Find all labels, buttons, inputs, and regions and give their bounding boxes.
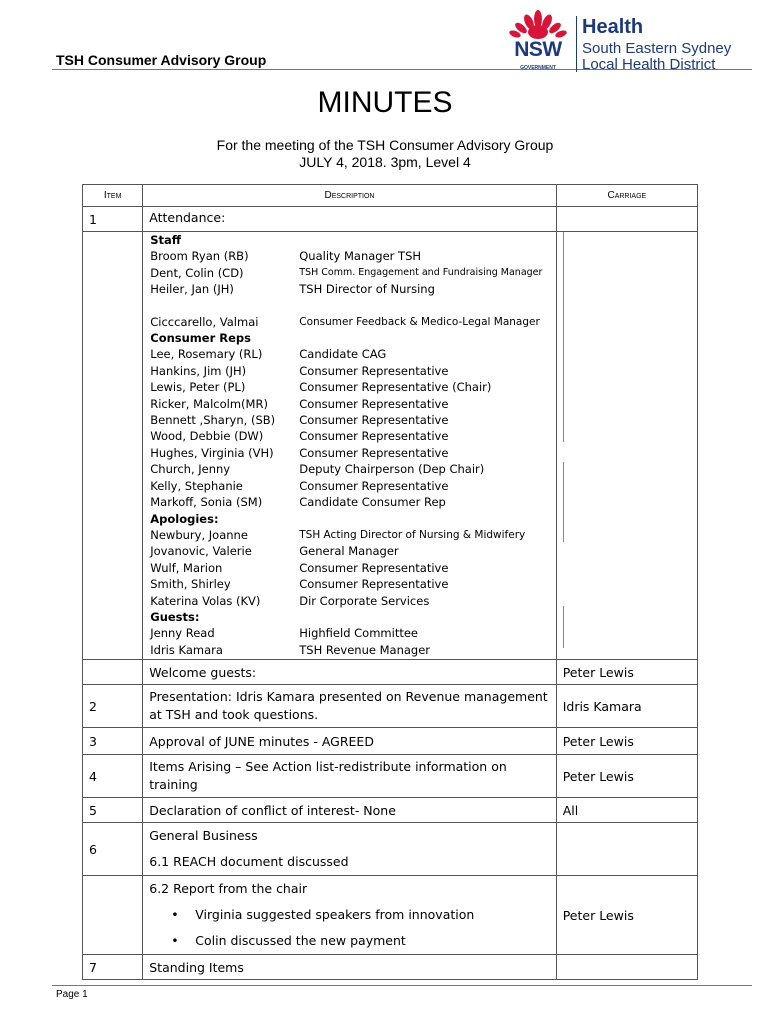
logo-district-line-1: South Eastern Sydney <box>582 40 732 57</box>
attendee-name: Hughes, Virginia (VH) <box>150 445 274 460</box>
footer-divider <box>52 985 752 986</box>
attendance-roster-cell <box>143 232 556 660</box>
attendee-name: Smith, Shirley <box>150 577 231 592</box>
roster-heading-consumer-reps: Consumer Reps <box>150 331 251 346</box>
item-number: 5 <box>83 798 143 823</box>
meeting-date: JULY 4, 2018. 3pm, Level 4 <box>299 154 471 170</box>
meeting-description: For the meeting of the TSH Consumer Advisory Group <box>216 137 554 153</box>
attendee-name: Markoff, Sonia (SM) <box>150 495 263 510</box>
table-row <box>83 876 698 955</box>
table-row <box>83 798 698 823</box>
attendee-name: Cicccarello, Valmai <box>150 314 259 329</box>
row-carriage: All <box>556 798 697 823</box>
attendee-name: Newbury, Joanne <box>150 527 248 542</box>
waratah-icon <box>509 10 567 40</box>
attendee-role: Quality Manager TSH <box>299 249 422 264</box>
attendee-name: Kelly, Stephanie <box>150 478 243 493</box>
attendee-name: Wood, Debbie (DW) <box>150 429 264 444</box>
item-number: 3 <box>83 728 143 755</box>
attendee-role: Consumer Representative <box>299 429 449 444</box>
attendee-name: Heiler, Jan (JH) <box>150 282 234 297</box>
attendee-role: Consumer Representative <box>299 560 449 575</box>
attendee-role: Consumer Representative <box>299 396 449 411</box>
item-number <box>83 232 143 660</box>
list-item: • Virginia suggested speakers from innovation <box>149 902 549 928</box>
attendee-name: Katerina Volas (KV) <box>150 593 261 608</box>
logo-district-line-2: Local Health District <box>582 56 716 73</box>
attendee-role: General Manager <box>299 544 399 559</box>
carriage-mark <box>563 462 564 542</box>
row-carriage <box>556 955 697 980</box>
attendee-name: Jenny Read <box>150 626 215 641</box>
row-carriage: Peter Lewis <box>556 876 697 955</box>
item-number <box>83 876 143 955</box>
row-description: Welcome guests: <box>143 660 556 685</box>
carriage-cell <box>556 207 697 232</box>
attendee-role: Consumer Feedback & Medico-Legal Manager <box>299 315 540 328</box>
carriage-cell <box>556 232 697 660</box>
attendee-name: Lee, Rosemary (RL) <box>150 347 263 362</box>
page-number: Page 1 <box>56 989 88 1000</box>
row-description <box>143 823 556 876</box>
attendee-role: TSH Comm. Engagement and Fundraising Manager <box>299 266 543 278</box>
attendee-role: TSH Acting Director of Nursing & Midwifery <box>299 528 526 541</box>
roster-spacer <box>150 298 549 314</box>
nsw-health-logo <box>507 10 757 74</box>
item-number: 4 <box>83 755 143 798</box>
attendee-role: Consumer Representative <box>299 363 449 378</box>
row-carriage: Idris Kamara <box>556 685 697 728</box>
attendee-role: Deputy Chairperson (Dep Chair) <box>299 462 485 477</box>
row-description: Presentation: Idris Kamara presented on Revenue management at TSH and took questions. <box>143 685 556 728</box>
table-row <box>83 755 698 798</box>
list-item: • Colin discussed the new payment <box>149 928 549 954</box>
row-carriage: Peter Lewis <box>556 728 697 755</box>
row-description: Approval of JUNE minutes - AGREED <box>143 728 556 755</box>
attendee-name: Bennett ,Sharyn, (SB) <box>150 413 276 428</box>
roster-heading-staff: Staff <box>150 233 182 247</box>
row-description <box>143 876 556 955</box>
table-row <box>83 955 698 980</box>
document-title: MINUTES <box>317 86 453 119</box>
header-org-title: TSH Consumer Advisory Group <box>56 52 267 68</box>
table-row <box>83 207 698 232</box>
row-carriage <box>556 823 697 876</box>
item-number <box>83 660 143 685</box>
general-business-item: 6.1 REACH document discussed <box>149 854 349 870</box>
item-number: 7 <box>83 955 143 980</box>
item-number: 1 <box>83 207 143 232</box>
table-row <box>83 823 698 876</box>
attendee-name: Jovanovic, Valerie <box>150 544 252 559</box>
attendee-name: Idris Kamara <box>150 642 223 657</box>
table-header-row <box>83 185 698 207</box>
logo-health-text: Health <box>582 16 644 38</box>
row-description: Standing Items <box>143 955 556 980</box>
item-number: 2 <box>83 685 143 728</box>
table-row <box>83 660 698 685</box>
attendee-name: Ricker, Malcolm(MR) <box>150 396 268 411</box>
report-bullets <box>149 902 549 954</box>
attendance-roster <box>149 232 549 658</box>
attendee-role: Consumer Representative (Chair) <box>299 380 492 395</box>
attendee-role: Consumer Representative <box>299 413 449 428</box>
header-item: Item <box>83 185 143 207</box>
attendee-name: Broom Ryan (RB) <box>150 249 249 264</box>
attendee-role: Highfield Committee <box>299 626 418 641</box>
roster-heading-guests: Guests: <box>150 609 200 624</box>
logo-government-text: GOVERNMENT <box>520 65 556 71</box>
carriage-mark <box>563 232 564 442</box>
attendee-role: TSH Revenue Manager <box>299 642 431 657</box>
table-row <box>83 232 698 660</box>
attendee-name: Hankins, Jim (JH) <box>150 363 247 378</box>
attendee-role: TSH Director of Nursing <box>299 282 435 297</box>
attendance-label: Attendance: <box>143 207 556 232</box>
attendee-name: Dent, Colin (CD) <box>150 265 244 280</box>
row-carriage: Peter Lewis <box>556 755 697 798</box>
carriage-mark <box>563 606 564 648</box>
attendee-role: Consumer Representative <box>299 478 449 493</box>
attendee-role: Dir Corporate Services <box>299 593 430 608</box>
table-row <box>83 728 698 755</box>
row-description: Declaration of conflict of interest- None <box>143 798 556 823</box>
header-description: Description <box>143 185 556 207</box>
roster-heading-apologies: Apologies: <box>150 511 219 526</box>
general-business-heading: General Business <box>149 828 258 844</box>
logo-nsw-text: NSW <box>514 38 562 61</box>
row-carriage: Peter Lewis <box>556 660 697 685</box>
attendee-role: Candidate Consumer Rep <box>299 495 446 510</box>
report-heading: 6.2 Report from the chair <box>149 881 308 897</box>
attendee-role: Consumer Representative <box>299 577 449 592</box>
attendee-name: Wulf, Marion <box>150 560 223 575</box>
minutes-table <box>82 184 698 980</box>
row-description: Items Arising – See Action list-redistribute information on training <box>143 755 556 798</box>
item-number: 6 <box>83 823 143 876</box>
attendee-name: Lewis, Peter (PL) <box>150 380 246 395</box>
attendee-role: Consumer Representative <box>299 445 449 460</box>
logo-divider <box>576 16 577 72</box>
header-carriage: Carriage <box>556 185 697 207</box>
table-row <box>83 685 698 728</box>
attendee-name: Church, Jenny <box>150 462 231 477</box>
attendee-role: Candidate CAG <box>299 347 387 362</box>
